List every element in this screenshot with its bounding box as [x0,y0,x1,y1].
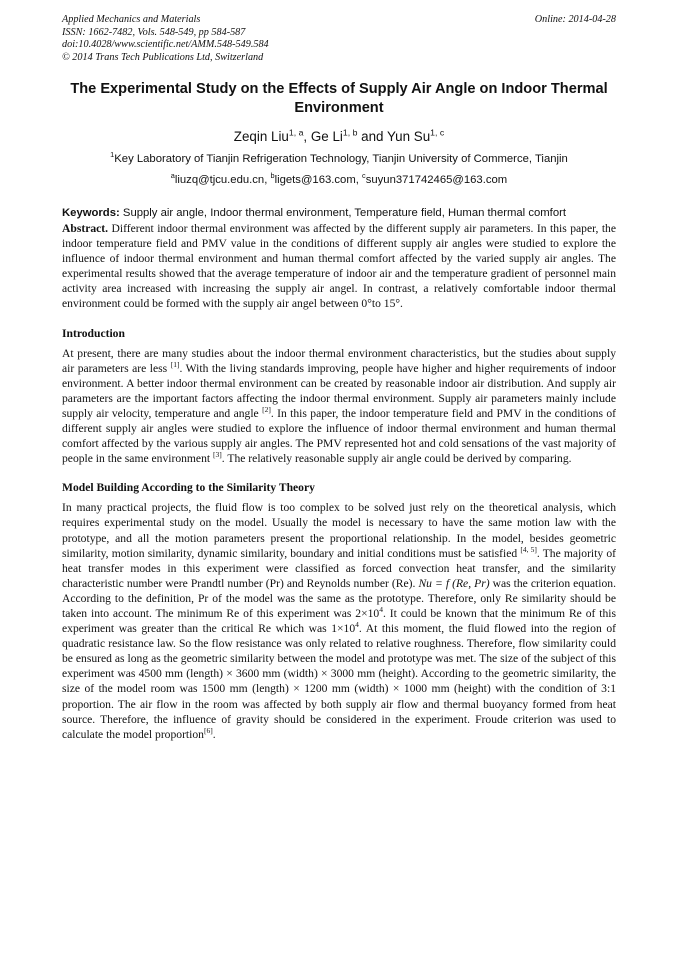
affiliation [62,152,616,167]
section-heading-model-building: Model Building According to the Similarity Theory [62,481,315,495]
author-affil-mark: 1, b [342,127,358,138]
citation[interactable]: [2] [262,405,271,415]
body-text: was the criterion equation. According to the definition, Pr of the model was the same as the prototype. Therefore, only Re similarity should be taken into account. The minimum Re of this experiment was 2×10 [62,576,616,620]
abstract-text: Different indoor thermal environment was affected by the different supply air parameters. In this paper, the indoor temperature field and PMV value in the conditions of different supply air angles were studied to explore the influence of indoor thermal environment and human thermal comfort affected by the varied supply air angles. The experimental results showed that the average temperature of indoor air and the temperature gradient of personnel main activity area increased with increasing the supply air angel. In contrast, a relatively comfortable indoor thermal environment could be formed with the supply air angel between 0°to 15°. [62,222,616,311]
affiliation-mark: 1 [110,150,115,160]
body-text: . It could be known that the minimum Re of this experiment was greater than the critical Re which was 1×10 [62,606,616,636]
email-link[interactable]: ligets@163.com [274,174,356,186]
abstract-label: Abstract. [62,222,109,235]
body-text: . The relatively reasonable supply air angle could be derived by comparing. [221,452,572,466]
author-affil-mark: 1, a [288,127,304,138]
exponent: 4 [355,620,359,630]
email-mark: a [170,171,175,181]
keywords-text: Supply air angle, Indoor thermal environment, Temperature field, Human thermal comfort [119,207,566,219]
journal-doi[interactable]: doi:10.4028/www.scientific.net/AMM.548-549.584 [62,39,269,51]
journal-header [62,14,616,66]
email-separator: , [264,174,271,186]
body-text: . [212,727,216,741]
citation[interactable]: [1] [170,359,180,369]
abstract [62,221,616,312]
author-name: Yun Su [386,129,431,144]
introduction-paragraph [62,346,616,467]
criterion-equation: Nu = f (Re, Pr) [418,576,490,590]
body-text: . In this paper, the indoor temperature field and PMV in the conditions of different supply air angles were studied to explore the influence of indoor thermal environment and human thermal comfort affected by the various supply air angles. The PMV represented hot and cold sensations of the vast majority of people in the same environment [62,406,616,466]
body-text: At present, there are many studies about the indoor thermal environment characteristics, but the studies about supply air parameters are less [62,346,616,375]
author-name: Zeqin Liu [233,129,289,144]
author-separator: , [303,129,311,144]
author-emails [62,173,616,188]
email-link[interactable]: suyun371742465@163.com [365,174,508,186]
citation[interactable]: [3] [213,450,222,460]
paper-page [62,14,616,742]
keywords-label: Keywords: [62,207,120,219]
paper-title: The Experimental Study on the Effects of Supply Air Angle on Indoor Thermal Environment [70,81,608,116]
section-heading-introduction: Introduction [62,326,125,340]
body-text: . At this moment, the fluid flowed into the region of quadratic resistance law. So the flow resistance was only related to relative roughness. Therefore, flow similarity could be ensured as long as the geometric similarity between the model and prototype was met. The size of the subject of this experiment was 4500 mm (length) × 3600 mm (width) × 3000 mm (height). According to the geometric similarity, the size of the model room was 1500 mm (length) × 1200 mm (width) × 1000 mm (height) with the condition of 3:1 proportion. The air flow in the room was affected by both supply air flow and thermal buoyancy formed from heat source. Therefore, the influence of gravity should be considered in the experiment. Froude criterion was used to calculate the model proportion [62,622,616,741]
body-text: . The majority of heat transfer modes in this experiment were classified as forced convection heat transfer, and the similarity characteristic number were Prandtl number (Pr) and Reynolds number (Re). [62,546,616,590]
keywords [62,206,616,221]
body-text: . With the living standards improving, people have higher and higher requirements of indoor environment. A better indoor thermal environment can be created by reasonable indoor air distribution. And supply air parameters are the important factors affecting the indoor thermal environment. Supply air parameters mainly include supply air velocity, temperature and angle [62,361,616,420]
citation[interactable]: [6] [203,725,213,735]
exponent: 4 [379,605,383,615]
journal-info [62,14,616,64]
author-list [62,128,616,146]
body-text: In many practical projects, the fluid flow is too complex to be solved just rely on the theoretical analysis, which requires experimental study on the model. Usually the model is necessary to have the same motion law with the prototype, and all the motion parameters present the proportional relationship. In the model, besides geometric similarity, motion similarity, dynamic similarity, boundary and initial conditions must be satisfied [62,501,616,560]
citation[interactable]: [4, 5] [520,544,537,554]
author-separator: and [357,129,387,144]
author-name: Ge Li [310,129,343,144]
affiliation-text: Key Laboratory of Tianjin Refrigeration Technology, Tianjin University of Commerce, Tianjin [114,153,568,165]
journal-issn: ISSN: 1662-7482, Vols. 548-549, pp 584-587 [62,26,246,38]
author-affil-mark: 1, c [430,127,445,138]
model-paragraph [62,500,616,742]
email-mark: b [270,171,275,181]
email-link[interactable]: liuzq@tjcu.edu.cn [174,174,265,186]
online-date: Online: 2014-04-28 [534,14,616,25]
email-mark: c [362,171,366,181]
email-separator: , [355,174,363,186]
journal-name: Applied Mechanics and Materials [62,14,201,25]
journal-copyright: © 2014 Trans Tech Publications Ltd, Switzerland [62,51,264,63]
